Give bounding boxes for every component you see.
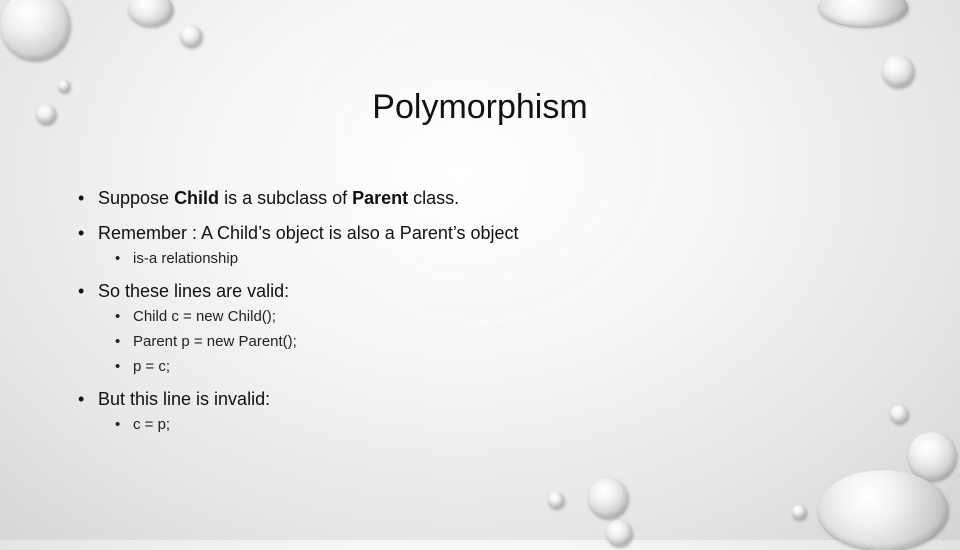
bullet-dot: • <box>115 333 121 350</box>
bullet-item <box>78 389 878 410</box>
bullet-text: But this line is invalid: <box>98 389 271 409</box>
sub-bullet-item <box>78 250 878 267</box>
sub-bullet-text: p = c; <box>133 358 171 375</box>
water-drop <box>882 55 914 87</box>
water-drop <box>128 0 173 26</box>
water-drop <box>36 104 56 124</box>
water-drop <box>818 470 948 550</box>
bullet-list <box>78 188 878 433</box>
bullet-dot: • <box>78 188 85 208</box>
bullet-dot: • <box>115 358 121 375</box>
bullet-dot: • <box>115 308 121 325</box>
bullet-dot: • <box>115 250 121 267</box>
bullet-text: Remember : A Child’s object is also a Parent’s object <box>98 223 519 243</box>
water-drop <box>548 492 564 508</box>
sub-bullet-item <box>78 333 878 350</box>
sub-bullet-text: Parent p = new Parent(); <box>133 333 297 350</box>
bullet-item <box>78 223 878 244</box>
bullet-item <box>78 281 878 302</box>
water-drop <box>58 80 70 92</box>
sub-bullet-text: Child c = new Child(); <box>133 308 276 325</box>
bullet-text: Suppose <box>98 188 175 208</box>
water-drop <box>606 520 632 546</box>
slide-title: Polymorphism <box>372 88 588 126</box>
sub-bullet-text: c = p; <box>133 416 171 433</box>
water-drop <box>0 0 70 60</box>
bullet-dot: • <box>115 416 121 433</box>
sub-bullet-item <box>78 308 878 325</box>
sub-bullet-item <box>78 358 878 375</box>
bullet-dot: • <box>78 281 85 301</box>
bullet-dot: • <box>78 223 85 243</box>
sub-bullet-text: is-a relationship <box>133 250 239 267</box>
bullet-text: class. <box>408 188 460 208</box>
bullet-text: So these lines are valid: <box>98 281 290 301</box>
sub-bullet-item <box>78 416 878 433</box>
bullet-item <box>78 188 878 209</box>
bullet-bold-text: Parent <box>352 188 409 208</box>
water-drop <box>890 405 908 423</box>
water-drop <box>908 432 956 480</box>
bullet-bold-text: Child <box>174 188 220 208</box>
bullet-dot: • <box>78 389 85 409</box>
water-drop <box>792 505 806 519</box>
water-drop <box>180 25 202 47</box>
water-drop <box>588 478 628 518</box>
water-drop <box>818 0 908 26</box>
bullet-text: is a subclass of <box>219 188 353 208</box>
